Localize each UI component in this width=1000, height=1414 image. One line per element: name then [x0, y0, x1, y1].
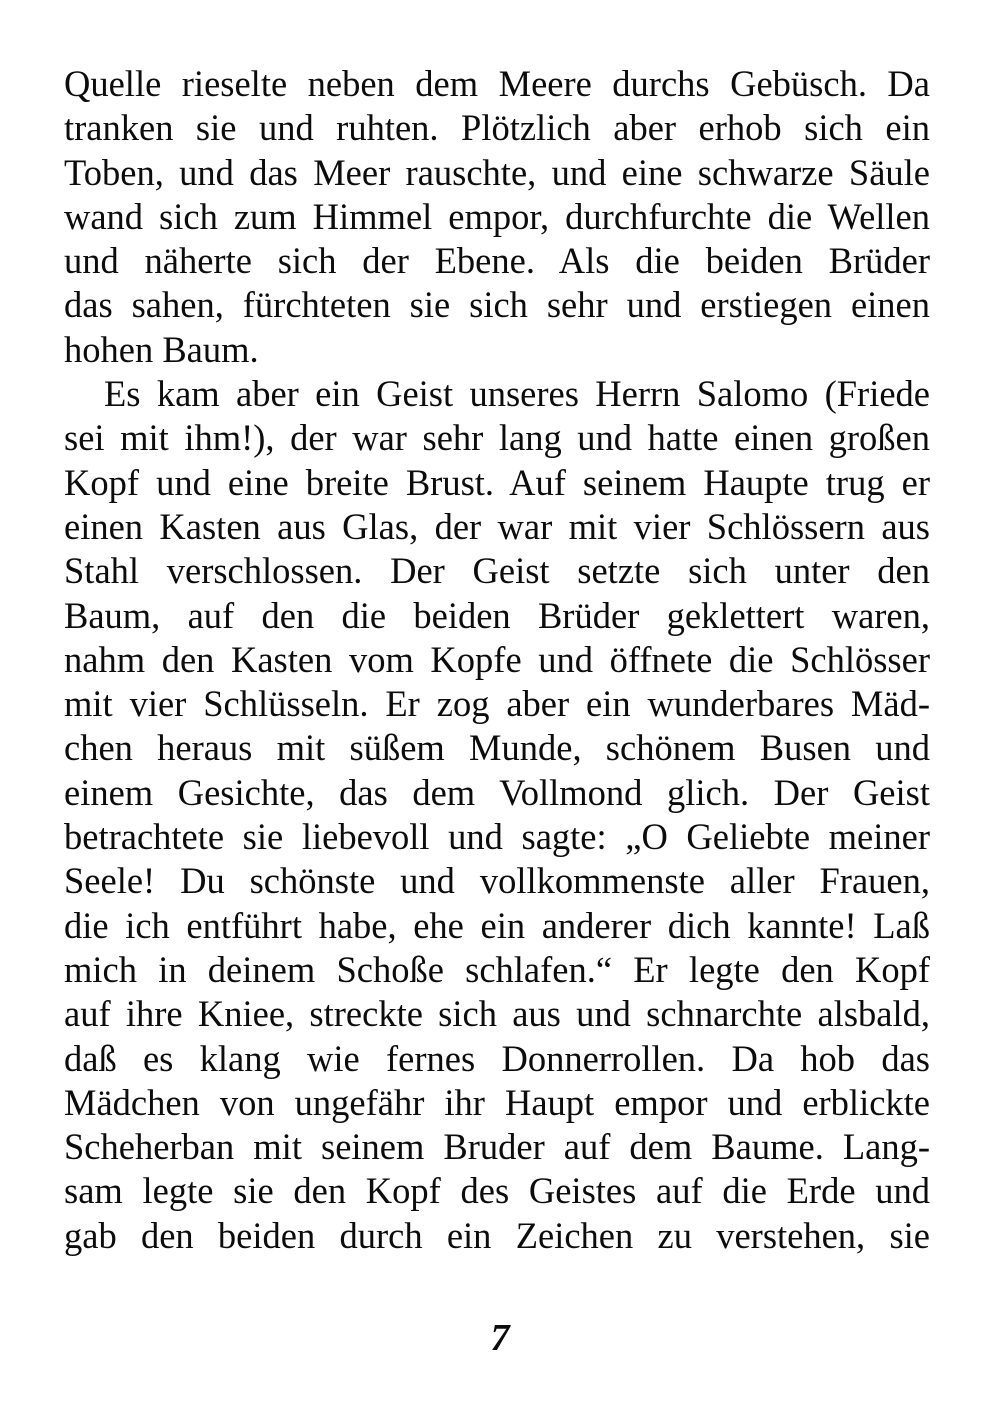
text-line: Kopf und eine breite Brust. Auf seinem Haupte trug er: [64, 461, 930, 503]
text-line: Stahl verschlossen. Der Geist setzte sich unter den: [64, 550, 930, 592]
text-line: Toben, und das Meer rauschte, und eine schwarze Säule: [64, 151, 930, 193]
text-line: einen Kasten aus Glas, der war mit vier Schlössern aus: [64, 505, 930, 547]
text-line: hohen Baum.: [64, 328, 259, 370]
text-line: Baum, auf den die beiden Brüder geklettert waren,: [64, 594, 930, 636]
text-line: Seele! Du schönste und vollkommenste aller Frauen,: [64, 860, 930, 902]
text-line: betrachtete sie liebevoll und sagte: „O Geliebte meiner: [64, 816, 930, 858]
text-line: gab den beiden durch ein Zeichen zu verstehen, sie: [64, 1214, 930, 1256]
text-line: mich in deinem Schoße schlafen.“ Er legte den Kopf: [64, 948, 930, 990]
text-line: und näherte sich der Ebene. Als die beiden Brüder: [64, 240, 930, 282]
text-line: auf ihre Kniee, streckte sich aus und schnarchte alsbald,: [64, 993, 930, 1035]
text-line: tranken sie und ruhten. Plötzlich aber erhob sich ein: [64, 107, 930, 149]
body-text: [64, 62, 930, 1258]
text-line: Mädchen von ungefähr ihr Haupt empor und erblickte: [64, 1081, 930, 1123]
text-line: daß es klang wie fernes Donnerrollen. Da hob das: [64, 1037, 930, 1079]
text-line: sei mit ihm!), der war sehr lang und hatte einen großen: [64, 417, 930, 459]
text-line: einem Gesichte, das dem Vollmond glich. Der Geist: [64, 771, 930, 813]
text-line: Quelle rieselte neben dem Meere durchs Gebüsch. Da: [64, 63, 930, 104]
text-line: Es kam aber ein Geist unseres Herrn Salomo (Friede: [104, 373, 930, 415]
text-line: Scheherban mit seinem Bruder auf dem Baume. Lang-: [64, 1126, 930, 1168]
text-line: wand sich zum Himmel empor, durchfurchte die Wellen: [64, 195, 930, 237]
text-line: die ich entführt habe, ehe ein anderer dich kannte! Laß: [64, 904, 930, 946]
text-line: das sahen, fürchteten sie sich sehr und erstiegen einen: [64, 284, 930, 326]
text-line: mit vier Schlüsseln. Er zog aber ein wunderbares Mäd-: [64, 683, 930, 725]
text-line: nahm den Kasten vom Kopfe und öffnete die Schlösser: [64, 638, 930, 680]
page-number: 7: [490, 1317, 510, 1359]
text-line: chen heraus mit süßem Munde, schönem Busen und: [64, 727, 930, 769]
text-line: sam legte sie den Kopf des Geistes auf die Erde und: [64, 1170, 930, 1212]
